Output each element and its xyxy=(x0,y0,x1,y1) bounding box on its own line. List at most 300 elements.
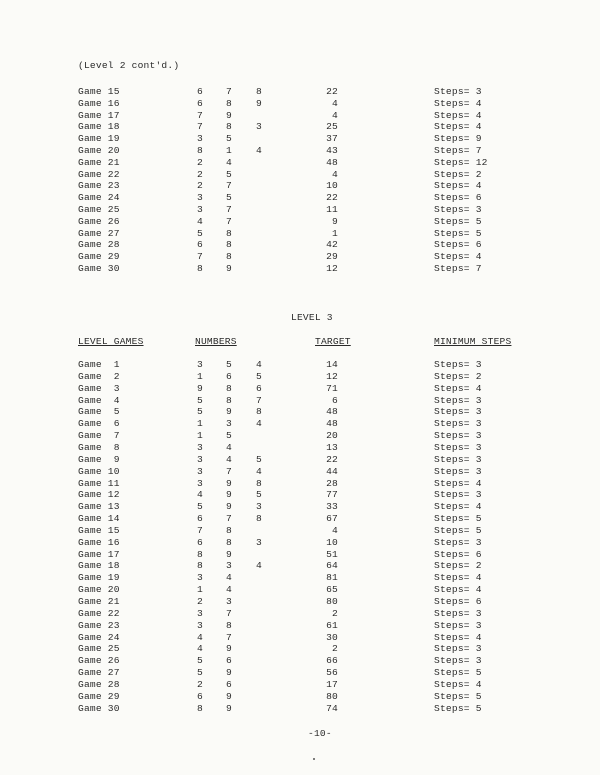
game-label: Game 27 xyxy=(78,227,120,239)
game-label: Game 11 xyxy=(78,477,120,489)
number-2: 3 xyxy=(226,560,232,572)
table-row xyxy=(0,608,600,620)
number-1: 6 xyxy=(197,97,203,109)
number-2: 9 xyxy=(226,109,232,121)
table-row xyxy=(0,228,600,240)
steps-value: Steps= 7 xyxy=(434,145,482,156)
number-1: 4 xyxy=(197,631,203,643)
game-label: Game 19 xyxy=(78,133,120,145)
number-2: 6 xyxy=(226,370,232,382)
steps-value: Steps= 5 xyxy=(434,227,482,239)
table-row xyxy=(0,549,600,561)
game-label: Game 16 xyxy=(78,97,120,109)
number-1: 5 xyxy=(197,406,203,418)
target-value: 67 xyxy=(326,513,338,525)
number-2: 4 xyxy=(226,156,232,168)
steps-value: Steps= 6 xyxy=(434,596,482,607)
number-2: 7 xyxy=(226,513,232,525)
game-label: Game 13 xyxy=(78,501,120,513)
number-1: 1 xyxy=(197,584,203,596)
game-label: Game 23 xyxy=(78,619,120,631)
steps-value: Steps= 3 xyxy=(434,441,482,453)
number-3: 4 xyxy=(256,560,262,572)
number-2: 8 xyxy=(226,251,232,263)
steps-value: Steps= 3 xyxy=(434,655,482,667)
number-1: 8 xyxy=(197,560,203,572)
game-label: Game 22 xyxy=(78,607,120,619)
game-label: Game 28 xyxy=(78,678,120,690)
table-row xyxy=(0,489,600,501)
target-value: 10 xyxy=(326,536,338,548)
number-1: 3 xyxy=(197,359,203,370)
number-3: 8 xyxy=(256,406,262,418)
target-value: 29 xyxy=(326,251,338,263)
number-2: 3 xyxy=(226,418,232,430)
steps-value: Steps= 3 xyxy=(434,406,482,418)
target-value: 13 xyxy=(326,441,338,453)
target-value: 80 xyxy=(326,690,338,702)
game-label: Game 16 xyxy=(78,536,120,548)
target-value: 10 xyxy=(326,180,338,192)
number-1: 5 xyxy=(197,227,203,239)
table-row xyxy=(0,679,600,691)
target-value: 64 xyxy=(326,560,338,572)
steps-value: Steps= 4 xyxy=(434,109,482,121)
table-row xyxy=(0,406,600,418)
table-row xyxy=(0,572,600,584)
number-3: 8 xyxy=(256,477,262,489)
number-2: 1 xyxy=(226,145,232,156)
target-value: 56 xyxy=(326,667,338,679)
table-row xyxy=(0,383,600,395)
number-1: 1 xyxy=(197,418,203,430)
target-value: 22 xyxy=(326,453,338,465)
number-3: 3 xyxy=(256,501,262,513)
target-value: 74 xyxy=(326,702,338,714)
number-2: 4 xyxy=(226,584,232,596)
number-2: 7 xyxy=(226,215,232,227)
target-value: 22 xyxy=(326,86,338,97)
game-label: Game 22 xyxy=(78,168,120,180)
speck xyxy=(313,758,315,760)
number-1: 6 xyxy=(197,513,203,525)
table-row xyxy=(0,478,600,490)
game-label: Game 18 xyxy=(78,121,120,133)
number-2: 9 xyxy=(226,690,232,702)
number-2: 5 xyxy=(226,359,232,370)
number-2: 9 xyxy=(226,501,232,513)
number-1: 2 xyxy=(197,168,203,180)
steps-value: Steps= 5 xyxy=(434,667,482,679)
table-row xyxy=(0,632,600,644)
target-value: 11 xyxy=(326,204,338,215)
game-label: Game 15 xyxy=(78,524,120,536)
target-value: 4 xyxy=(332,524,338,536)
number-1: 8 xyxy=(197,145,203,156)
steps-value: Steps= 3 xyxy=(434,536,482,548)
game-label: Game 24 xyxy=(78,192,120,204)
game-label: Game 30 xyxy=(78,702,120,714)
game-label: Game 15 xyxy=(78,86,120,97)
steps-value: Steps= 3 xyxy=(434,204,482,215)
number-3: 4 xyxy=(256,145,262,156)
table-row xyxy=(0,667,600,679)
target-value: 37 xyxy=(326,133,338,145)
number-1: 6 xyxy=(197,86,203,97)
target-value: 33 xyxy=(326,501,338,513)
steps-value: Steps= 6 xyxy=(434,239,482,251)
steps-value: Steps= 3 xyxy=(434,418,482,430)
target-value: 65 xyxy=(326,584,338,596)
target-value: 48 xyxy=(326,418,338,430)
number-3: 4 xyxy=(256,465,262,477)
game-label: Game 6 xyxy=(78,418,120,430)
steps-value: Steps= 4 xyxy=(434,501,482,513)
table-row xyxy=(0,466,600,478)
number-3: 3 xyxy=(256,536,262,548)
header-target: TARGET xyxy=(315,336,351,347)
number-3: 5 xyxy=(256,489,262,501)
number-1: 9 xyxy=(197,382,203,394)
number-1: 3 xyxy=(197,192,203,204)
number-2: 6 xyxy=(226,678,232,690)
table-row xyxy=(0,560,600,572)
target-value: 61 xyxy=(326,619,338,631)
table-row xyxy=(0,430,600,442)
steps-value: Steps= 6 xyxy=(434,192,482,204)
game-label: Game 9 xyxy=(78,453,120,465)
number-1: 7 xyxy=(197,109,203,121)
number-2: 8 xyxy=(226,121,232,133)
target-value: 30 xyxy=(326,631,338,643)
table-row xyxy=(0,239,600,251)
number-2: 8 xyxy=(226,382,232,394)
number-3: 4 xyxy=(256,359,262,370)
number-1: 2 xyxy=(197,678,203,690)
steps-value: Steps= 4 xyxy=(434,678,482,690)
game-label: Game 10 xyxy=(78,465,120,477)
steps-value: Steps= 12 xyxy=(434,156,488,168)
table-row xyxy=(0,371,600,383)
table-row xyxy=(0,216,600,228)
number-2: 7 xyxy=(226,631,232,643)
number-1: 6 xyxy=(197,690,203,702)
game-label: Game 30 xyxy=(78,263,120,274)
number-1: 7 xyxy=(197,524,203,536)
header-minimum-steps: MINIMUM STEPS xyxy=(434,336,512,347)
number-1: 2 xyxy=(197,596,203,607)
table-row xyxy=(0,251,600,263)
page-number: -10- xyxy=(308,728,332,739)
target-value: 44 xyxy=(326,465,338,477)
number-2: 7 xyxy=(226,86,232,97)
game-label: Game 26 xyxy=(78,215,120,227)
number-2: 7 xyxy=(226,204,232,215)
number-2: 5 xyxy=(226,430,232,442)
target-value: 9 xyxy=(332,215,338,227)
game-label: Game 20 xyxy=(78,584,120,596)
number-1: 7 xyxy=(197,121,203,133)
number-1: 3 xyxy=(197,607,203,619)
table-row xyxy=(0,86,600,98)
steps-value: Steps= 4 xyxy=(434,251,482,263)
number-2: 8 xyxy=(226,524,232,536)
target-value: 28 xyxy=(326,477,338,489)
number-2: 7 xyxy=(226,180,232,192)
table-row xyxy=(0,133,600,145)
game-label: Game 17 xyxy=(78,109,120,121)
table-row xyxy=(0,157,600,169)
table-row xyxy=(0,655,600,667)
table-row xyxy=(0,192,600,204)
number-2: 9 xyxy=(226,643,232,655)
table-row xyxy=(0,454,600,466)
number-2: 4 xyxy=(226,453,232,465)
header-numbers: NUMBERS xyxy=(195,336,237,347)
table-row xyxy=(0,121,600,133)
steps-value: Steps= 3 xyxy=(434,394,482,406)
number-2: 9 xyxy=(226,667,232,679)
game-label: Game 14 xyxy=(78,513,120,525)
table-row xyxy=(0,359,600,371)
number-1: 4 xyxy=(197,215,203,227)
number-1: 1 xyxy=(197,430,203,442)
number-3: 5 xyxy=(256,370,262,382)
target-value: 51 xyxy=(326,548,338,560)
target-value: 12 xyxy=(326,370,338,382)
number-3: 9 xyxy=(256,97,262,109)
target-value: 17 xyxy=(326,678,338,690)
number-2: 8 xyxy=(226,394,232,406)
table-row xyxy=(0,395,600,407)
game-label: Game 1 xyxy=(78,359,120,370)
number-1: 1 xyxy=(197,370,203,382)
number-3: 4 xyxy=(256,418,262,430)
table-row xyxy=(0,204,600,216)
number-1: 3 xyxy=(197,572,203,584)
target-value: 48 xyxy=(326,156,338,168)
number-1: 2 xyxy=(197,156,203,168)
number-1: 4 xyxy=(197,643,203,655)
table-row xyxy=(0,263,600,275)
target-value: 25 xyxy=(326,121,338,133)
target-value: 77 xyxy=(326,489,338,501)
number-2: 8 xyxy=(226,619,232,631)
number-1: 5 xyxy=(197,501,203,513)
number-1: 6 xyxy=(197,536,203,548)
steps-value: Steps= 4 xyxy=(434,382,482,394)
table-row xyxy=(0,525,600,537)
table-row xyxy=(0,442,600,454)
table-row xyxy=(0,418,600,430)
game-label: Game 5 xyxy=(78,406,120,418)
table-row xyxy=(0,513,600,525)
game-label: Game 12 xyxy=(78,489,120,501)
number-1: 8 xyxy=(197,702,203,714)
number-2: 4 xyxy=(226,441,232,453)
table-row xyxy=(0,169,600,181)
number-1: 3 xyxy=(197,465,203,477)
number-2: 7 xyxy=(226,465,232,477)
game-label: Game 25 xyxy=(78,204,120,215)
game-label: Game 4 xyxy=(78,394,120,406)
number-3: 7 xyxy=(256,394,262,406)
number-2: 5 xyxy=(226,168,232,180)
table-row xyxy=(0,620,600,632)
number-1: 3 xyxy=(197,133,203,145)
steps-value: Steps= 5 xyxy=(434,215,482,227)
game-label: Game 29 xyxy=(78,690,120,702)
game-label: Game 8 xyxy=(78,441,120,453)
target-value: 6 xyxy=(332,394,338,406)
table-row xyxy=(0,110,600,122)
steps-value: Steps= 2 xyxy=(434,560,482,572)
steps-value: Steps= 2 xyxy=(434,168,482,180)
table-row xyxy=(0,145,600,157)
number-1: 8 xyxy=(197,263,203,274)
game-label: Game 7 xyxy=(78,430,120,442)
table-row xyxy=(0,643,600,655)
target-value: 4 xyxy=(332,97,338,109)
table-row xyxy=(0,596,600,608)
target-value: 4 xyxy=(332,109,338,121)
target-value: 80 xyxy=(326,596,338,607)
number-2: 6 xyxy=(226,655,232,667)
target-value: 43 xyxy=(326,145,338,156)
steps-value: Steps= 4 xyxy=(434,631,482,643)
number-1: 3 xyxy=(197,453,203,465)
number-1: 3 xyxy=(197,619,203,631)
target-value: 66 xyxy=(326,655,338,667)
target-value: 12 xyxy=(326,263,338,274)
game-label: Game 28 xyxy=(78,239,120,251)
number-2: 8 xyxy=(226,239,232,251)
game-label: Game 25 xyxy=(78,643,120,655)
steps-value: Steps= 9 xyxy=(434,133,482,145)
steps-value: Steps= 4 xyxy=(434,572,482,584)
steps-value: Steps= 5 xyxy=(434,690,482,702)
target-value: 14 xyxy=(326,359,338,370)
number-3: 8 xyxy=(256,86,262,97)
table-row xyxy=(0,691,600,703)
number-1: 3 xyxy=(197,477,203,489)
steps-value: Steps= 3 xyxy=(434,453,482,465)
steps-value: Steps= 3 xyxy=(434,619,482,631)
table-row xyxy=(0,584,600,596)
number-2: 3 xyxy=(226,596,232,607)
steps-value: Steps= 5 xyxy=(434,524,482,536)
game-label: Game 24 xyxy=(78,631,120,643)
steps-value: Steps= 3 xyxy=(434,359,482,370)
number-2: 9 xyxy=(226,477,232,489)
number-2: 8 xyxy=(226,97,232,109)
steps-value: Steps= 3 xyxy=(434,86,482,97)
number-2: 9 xyxy=(226,702,232,714)
table-row xyxy=(0,180,600,192)
number-1: 7 xyxy=(197,251,203,263)
steps-value: Steps= 2 xyxy=(434,370,482,382)
game-label: Game 26 xyxy=(78,655,120,667)
steps-value: Steps= 4 xyxy=(434,477,482,489)
steps-value: Steps= 5 xyxy=(434,513,482,525)
target-value: 2 xyxy=(332,643,338,655)
table-row xyxy=(0,98,600,110)
game-label: Game 29 xyxy=(78,251,120,263)
steps-value: Steps= 3 xyxy=(434,643,482,655)
game-label: Game 27 xyxy=(78,667,120,679)
steps-value: Steps= 3 xyxy=(434,489,482,501)
game-label: Game 2 xyxy=(78,370,120,382)
number-2: 9 xyxy=(226,489,232,501)
number-2: 4 xyxy=(226,572,232,584)
number-2: 9 xyxy=(226,263,232,274)
number-1: 8 xyxy=(197,548,203,560)
game-label: Game 21 xyxy=(78,156,120,168)
target-value: 81 xyxy=(326,572,338,584)
number-1: 5 xyxy=(197,655,203,667)
game-label: Game 3 xyxy=(78,382,120,394)
steps-value: Steps= 4 xyxy=(434,97,482,109)
game-label: Game 23 xyxy=(78,180,120,192)
table-row xyxy=(0,537,600,549)
number-3: 6 xyxy=(256,382,262,394)
target-value: 22 xyxy=(326,192,338,204)
number-2: 9 xyxy=(226,406,232,418)
target-value: 42 xyxy=(326,239,338,251)
game-label: Game 19 xyxy=(78,572,120,584)
number-1: 5 xyxy=(197,667,203,679)
header-level-games: LEVEL GAMES xyxy=(78,336,144,347)
table-row xyxy=(0,501,600,513)
number-3: 3 xyxy=(256,121,262,133)
steps-value: Steps= 4 xyxy=(434,584,482,596)
target-value: 71 xyxy=(326,382,338,394)
number-2: 8 xyxy=(226,227,232,239)
level-3-title: LEVEL 3 xyxy=(291,312,333,323)
number-1: 4 xyxy=(197,489,203,501)
number-2: 5 xyxy=(226,192,232,204)
target-value: 20 xyxy=(326,430,338,442)
game-label: Game 18 xyxy=(78,560,120,572)
steps-value: Steps= 6 xyxy=(434,548,482,560)
number-1: 5 xyxy=(197,394,203,406)
target-value: 4 xyxy=(332,168,338,180)
target-value: 2 xyxy=(332,607,338,619)
game-label: Game 21 xyxy=(78,596,120,607)
steps-value: Steps= 3 xyxy=(434,430,482,442)
target-value: 48 xyxy=(326,406,338,418)
table-row xyxy=(0,703,600,715)
number-3: 8 xyxy=(256,513,262,525)
game-label: Game 17 xyxy=(78,548,120,560)
continuation-heading: (Level 2 cont'd.) xyxy=(78,60,180,71)
number-1: 6 xyxy=(197,239,203,251)
steps-value: Steps= 5 xyxy=(434,702,482,714)
number-2: 9 xyxy=(226,548,232,560)
number-3: 5 xyxy=(256,453,262,465)
number-1: 3 xyxy=(197,204,203,215)
number-2: 7 xyxy=(226,607,232,619)
steps-value: Steps= 4 xyxy=(434,180,482,192)
steps-value: Steps= 3 xyxy=(434,607,482,619)
number-1: 2 xyxy=(197,180,203,192)
game-label: Game 20 xyxy=(78,145,120,156)
target-value: 1 xyxy=(332,227,338,239)
number-2: 5 xyxy=(226,133,232,145)
steps-value: Steps= 4 xyxy=(434,121,482,133)
steps-value: Steps= 7 xyxy=(434,263,482,274)
number-1: 3 xyxy=(197,441,203,453)
